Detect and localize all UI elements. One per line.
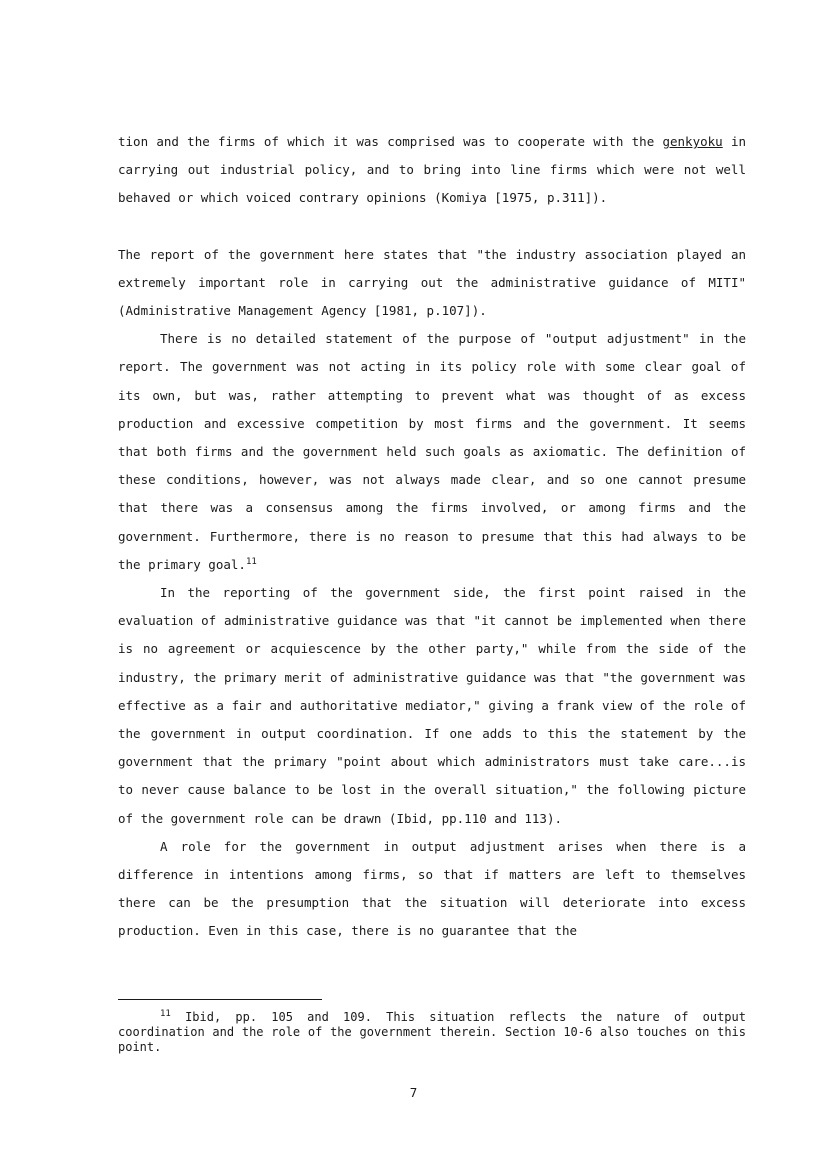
paragraph-4: In the reporting of the government side, the first point raised in the evaluation of administrative guidance was that "it cannot be implemented when there is no agreement or acquiescence by the other party," while from the side of the industry, the primary merit of administrative guidance was that "the government was effective as a fair and authoritative mediator," giving a frank view of the role of the government in output coordination. If one adds to this the statement by the government that the primary "point about which administrators must take care...is to never cause balance to be lost in the overall situation," the following picture of the government role can be drawn (Ibid, pp.110 and 113).: [118, 585, 746, 826]
page-number: 7: [409, 1085, 418, 1100]
underlined-term: genkyoku: [662, 134, 723, 149]
footnote-number: 11: [160, 1009, 171, 1019]
body-text: [118, 128, 746, 946]
footnote: [118, 1010, 746, 1055]
paragraph-1: tion and the firms of which it was comprised was to cooperate with the genkyoku in carrying out industrial policy, and to bring into line firms which were not well behaved or which voiced contrary opinions (Komiya [1975, p.311]).: [118, 134, 747, 206]
paragraph-3: There is no detailed statement of the purpose of "output adjustment" in the report. The government was not acting in its policy role with some clear goal of its own, but was, rather attempting to prevent what was thought of as excess production and excessive competition by most firms and the government. It seems that both firms and the government held such goals as axiomatic. The definition of these conditions, however, was not always made clear, and so one cannot presume that there was a consensus among the firms involved, or among firms and the government. Furthermore, there is no reason to presume that this had always to be the primary goal.$^{11}$: [118, 331, 746, 572]
footnote-reference: 11: [245, 556, 257, 567]
footnote-text: Ibid, pp. 105 and 109. This situation reflects the nature of output coordination and the role of the government therein. Section 10-6 also touches on this point.: [118, 1010, 746, 1054]
paragraph-5: A role for the government in output adjustment arises when there is a difference in intentions among firms, so that if matters are left to themselves there can be the presumption that the situation will deteriorate into excess production. Even in this case, there is no guarantee that the: [118, 838, 746, 939]
footnote-separator: [118, 999, 322, 1000]
paragraph-2: The report of the government here states that "the industry association played an extremely important role in carrying out the administrative guidance of MITI" (Administrative Management Agency [1981, p.107]).: [118, 246, 746, 319]
